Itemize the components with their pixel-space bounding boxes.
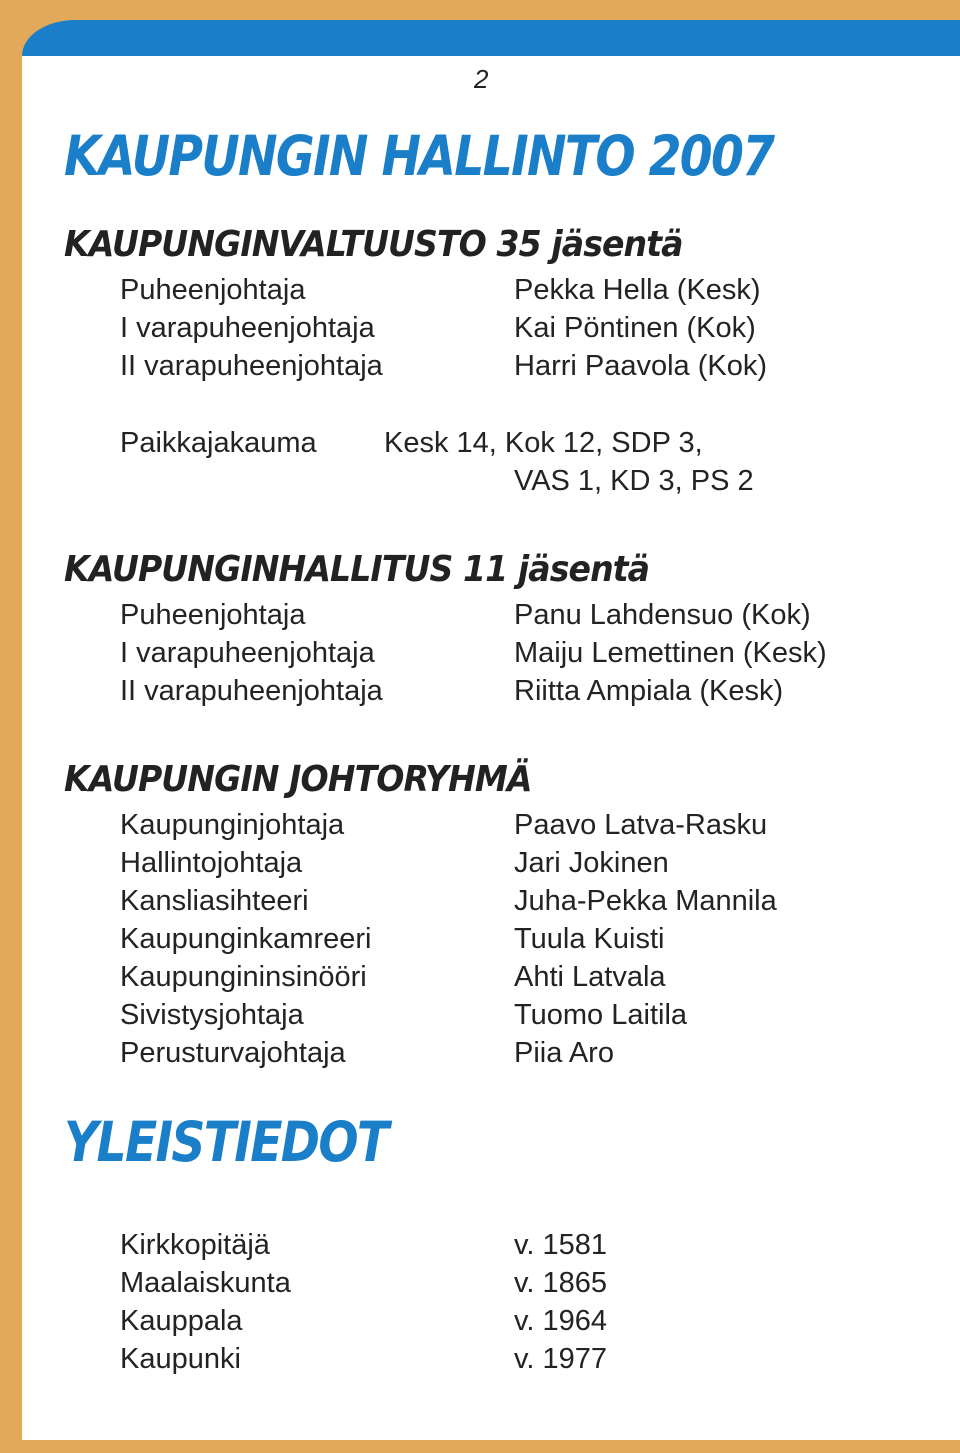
general-info-row	[0, 1264, 960, 1302]
role-label: Puheenjohtaja	[120, 274, 306, 306]
role-label: Kaupungininsinööri	[120, 961, 367, 993]
page-title: KAUPUNGIN HALLINTO 2007	[64, 124, 774, 188]
management-row	[0, 996, 960, 1034]
info-label: Kaupunki	[120, 1343, 241, 1375]
role-label: I varapuheenjohtaja	[120, 637, 375, 669]
role-label: Puheenjohtaja	[120, 599, 306, 631]
seat-distribution-row	[0, 424, 960, 462]
info-value: v. 1865	[514, 1267, 607, 1299]
person-name: Tuula Kuisti	[514, 923, 665, 955]
role-label: II varapuheenjohtaja	[120, 675, 383, 707]
person-name: Juha-Pekka Mannila	[514, 885, 777, 917]
role-label: Perusturvajohtaja	[120, 1037, 346, 1069]
role-label: Kansliasihteeri	[120, 885, 309, 917]
person-name: Harri Paavola (Kok)	[514, 350, 768, 382]
council-row	[0, 309, 960, 347]
council-heading: KAUPUNGINVALTUUSTO 35 jäsentä	[64, 224, 683, 265]
person-name: Riitta Ampiala (Kesk)	[514, 675, 784, 707]
info-label: Kauppala	[120, 1305, 243, 1337]
person-name: Ahti Latvala	[514, 961, 666, 993]
management-row	[0, 882, 960, 920]
role-label: Hallintojohtaja	[120, 847, 303, 879]
role-label: Sivistysjohtaja	[120, 999, 304, 1031]
general-info-heading: YLEISTIEDOT	[64, 1110, 388, 1174]
person-name: Piia Aro	[514, 1037, 614, 1069]
seat-distribution-row-2	[0, 462, 960, 500]
management-row	[0, 958, 960, 996]
role-label: I varapuheenjohtaja	[120, 312, 375, 344]
top-blue-bar	[22, 20, 960, 56]
role-label: Kaupunginjohtaja	[120, 809, 345, 841]
info-label: Kirkkopitäjä	[120, 1229, 270, 1261]
general-info-row	[0, 1302, 960, 1340]
person-name: Maiju Lemettinen (Kesk)	[514, 637, 827, 669]
management-row	[0, 844, 960, 882]
general-info-row	[0, 1340, 960, 1378]
management-row	[0, 806, 960, 844]
seats-line-1: Kesk 14, Kok 12, SDP 3,	[384, 427, 703, 459]
management-row	[0, 1034, 960, 1072]
person-name: Pekka Hella (Kesk)	[514, 274, 761, 306]
seats-label: Paikkajakauma	[120, 427, 317, 459]
page-number: 2	[474, 64, 489, 94]
info-value: v. 1977	[514, 1343, 607, 1375]
info-value: v. 1581	[514, 1229, 607, 1261]
info-value: v. 1964	[514, 1305, 607, 1337]
role-label: II varapuheenjohtaja	[120, 350, 383, 382]
general-info-row	[0, 1226, 960, 1264]
info-label: Maalaiskunta	[120, 1267, 291, 1299]
seats-line-2: VAS 1, KD 3, PS 2	[514, 465, 754, 497]
role-label: Kaupunginkamreeri	[120, 923, 372, 955]
board-heading: KAUPUNGINHALLITUS 11 jäsentä	[64, 549, 650, 590]
person-name: Kai Pöntinen (Kok)	[514, 312, 756, 344]
person-name: Tuomo Laitila	[514, 999, 688, 1031]
person-name: Panu Lahdensuo (Kok)	[514, 599, 811, 631]
person-name: Jari Jokinen	[514, 847, 669, 879]
council-row	[0, 271, 960, 309]
council-row	[0, 347, 960, 385]
board-row	[0, 672, 960, 710]
board-row	[0, 634, 960, 672]
management-heading: KAUPUNGIN JOHTORYHMÄ	[64, 759, 532, 800]
management-row	[0, 920, 960, 958]
board-row	[0, 596, 960, 634]
person-name: Paavo Latva-Rasku	[514, 809, 768, 841]
